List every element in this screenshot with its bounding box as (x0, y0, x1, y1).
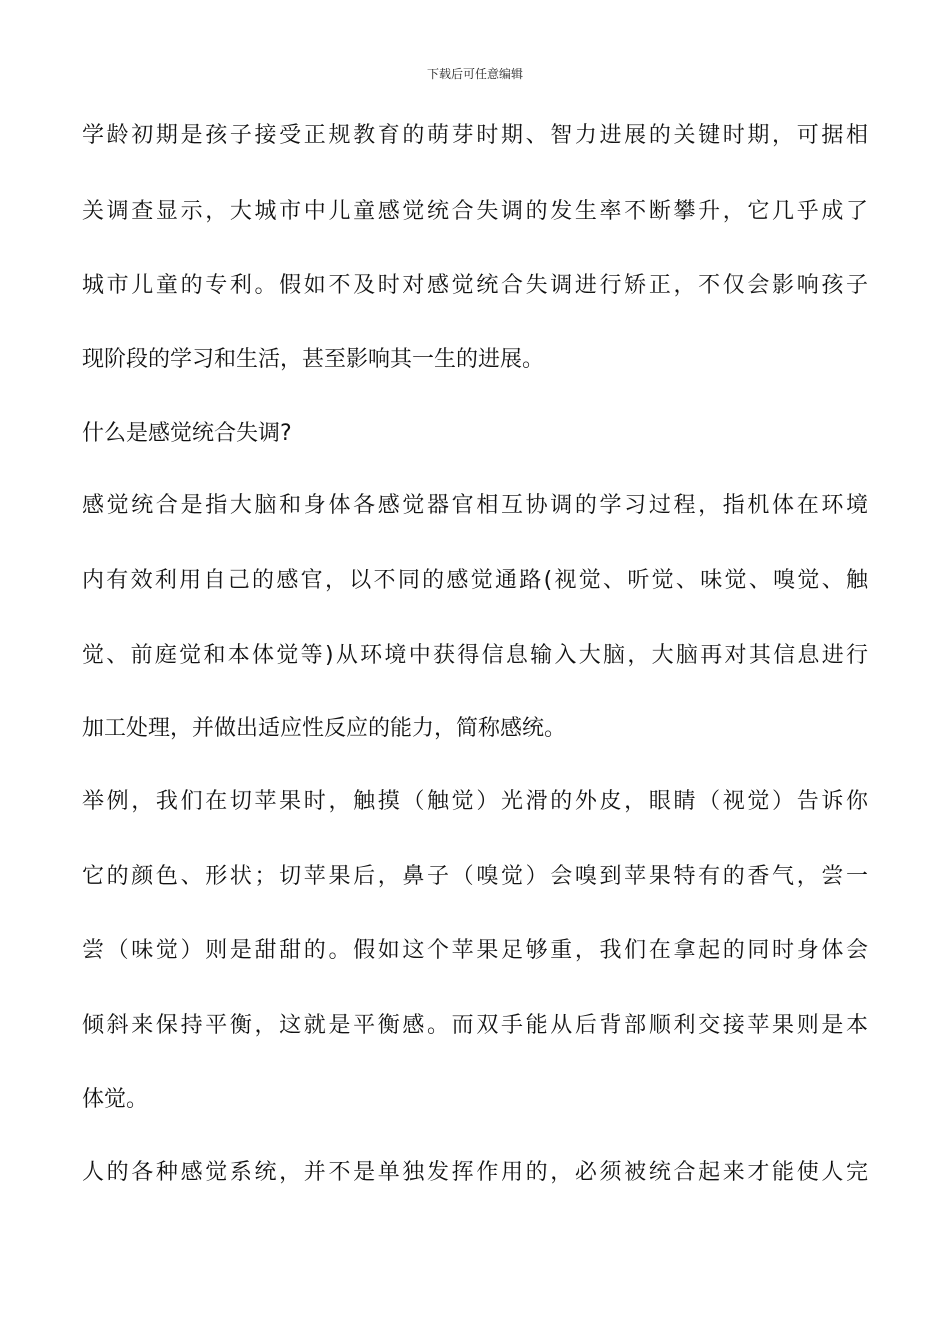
section-question: 什么是感觉统合失调? (82, 421, 292, 446)
paragraph-3-line-4: 加工处理，并做出适应性反应的能力，简称感统。 (82, 716, 567, 741)
paragraph-5-line-1: 人的各种感觉系统，并不是单独发挥作用的，必须被统合起来才能使人完 (82, 1160, 868, 1185)
paragraph-1-line-4: 现阶段的学习和生活，甚至影响其一生的进展。 (82, 347, 545, 372)
paragraph-1-line-1: 学龄初期是孩子接受正规教育的萌芽时期、智力进展的关键时期，可据相 (82, 123, 868, 148)
paragraph-4-line-5: 体觉。 (82, 1087, 149, 1112)
paragraph-4-line-4: 倾斜来保持平衡，这就是平衡感。而双手能从后背部顺利交接苹果则是本 (82, 1013, 868, 1038)
paragraph-3-line-3: 觉、前庭觉和本体觉等)从环境中获得信息输入大脑，大脑再对其信息进行 (82, 643, 868, 668)
paragraph-3-line-2: 内有效利用自己的感官，以不同的感觉通路(视觉、听觉、味觉、嗅觉、触 (82, 568, 868, 593)
paragraph-4-line-2: 它的颜色、形状；切苹果后，鼻子（嗅觉）会嗅到苹果特有的香气，尝一 (82, 864, 868, 889)
paragraph-4-line-1: 举例，我们在切苹果时，触摸（触觉）光滑的外皮，眼睛（视觉）告诉你 (82, 789, 868, 814)
header-note: 下载后可任意编辑 (426, 67, 523, 81)
paragraph-1-line-3: 城市儿童的专利。假如不及时对感觉统合失调进行矫正，不仅会影响孩子 (82, 273, 868, 298)
paragraph-1-line-2: 关调查显示，大城市中儿童感觉统合失调的发生率不断攀升，它几乎成了 (82, 199, 868, 224)
paragraph-3-line-1: 感觉统合是指大脑和身体各感觉器官相互协调的学习过程，指机体在环境 (82, 493, 868, 518)
paragraph-4-line-3: 尝（味觉）则是甜甜的。假如这个苹果足够重，我们在拿起的同时身体会 (82, 938, 868, 963)
